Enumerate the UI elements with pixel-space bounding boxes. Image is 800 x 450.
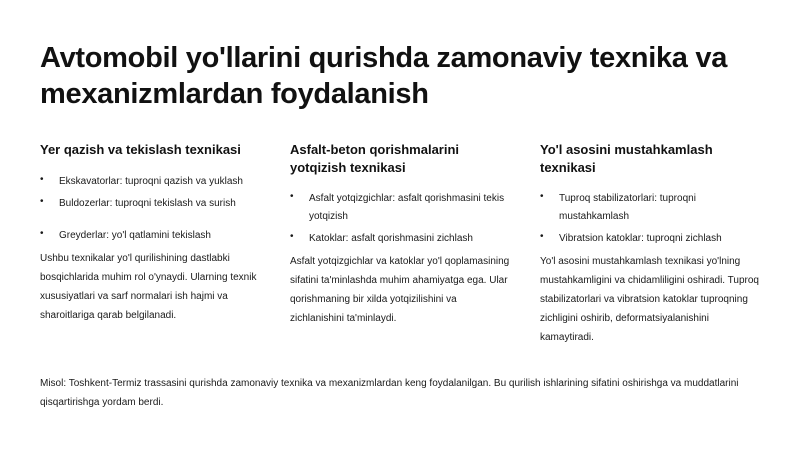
bullet-list — [40, 173, 266, 245]
list-item-text: Buldozerlar: tuproqni tekislash va surish — [59, 198, 236, 209]
column-heading: Yo'l asosini mustahkamlash texnikasi — [540, 142, 713, 175]
list-item — [40, 227, 266, 245]
column-paragraph: Asfalt yotqizgichlar va katoklar yo'l qoplamasining sifatini ta'minlashda muhim ahamiyatga ega. Ular qorishmaning bir xilda yotqizilishini va zichlanishini ta'minlaydi. — [290, 256, 510, 324]
list-item — [540, 230, 762, 248]
bullet-list — [540, 190, 762, 248]
column-excavation — [40, 141, 266, 325]
column-heading: Asfalt-beton qorishmalarini yotqizish texnikasi — [290, 142, 460, 175]
column-asphalt — [290, 141, 512, 328]
column-foundation — [540, 141, 762, 347]
column-heading: Yer qazish va tekislash texnikasi — [40, 142, 241, 157]
column-paragraph: Yo'l asosini mustahkamlash texnikasi yo'lning mustahkamligini va chidamliligini oshiradi. Tuproq stabilizatorlari va vibratsion katoklar tuproqning zichligini oshirib, deformatsiyalanishini kamaytiradi. — [540, 256, 759, 343]
bullet-icon: • — [540, 191, 544, 202]
bullet-list — [290, 190, 512, 248]
list-item — [40, 173, 266, 191]
list-item-text: Ekskavatorlar: tuproqni qazish va yuklash — [59, 176, 243, 187]
bullet-icon: • — [290, 231, 294, 242]
list-item — [40, 195, 266, 213]
list-item-text: Asfalt yotqizgichlar: asfalt qorishmasini tekis yotqizish — [309, 193, 505, 222]
list-item-text: Greyderlar: yo'l qatlamini tekislash — [59, 230, 211, 241]
bullet-icon: • — [290, 191, 294, 202]
list-item — [290, 230, 512, 248]
bullet-icon: • — [540, 231, 544, 242]
bullet-icon: • — [40, 228, 44, 239]
list-item — [540, 190, 762, 226]
slide-title: Avtomobil yo'llarini qurishda zamonaviy texnika va mexanizmlardan foydalanish — [40, 42, 728, 110]
list-item-text: Vibratsion katoklar: tuproqni zichlash — [559, 233, 722, 244]
bullet-icon: • — [40, 196, 44, 207]
example-note: Misol: Toshkent-Termiz trassasini qurishda zamonaviy texnika va mexanizmlardan keng foydalanilgan. Bu qurilish ishlarining sifatini oshirishga va muddatlarini qisqartirishga yordam berdi. — [40, 378, 739, 408]
bullet-icon: • — [40, 174, 44, 185]
list-item-text: Katoklar: asfalt qorishmasini zichlash — [309, 233, 473, 244]
column-paragraph: Ushbu texnikalar yo'l qurilishining dastlabki bosqichlarida muhim rol o'ynaydi. Ularning texnik xususiyatlari va sarf normalari ish hajmi va sharoitlariga qarab belgilanadi. — [40, 253, 257, 321]
list-item — [290, 190, 512, 226]
list-item-text: Tuproq stabilizatorlari: tuproqni mustahkamlash — [559, 193, 696, 222]
